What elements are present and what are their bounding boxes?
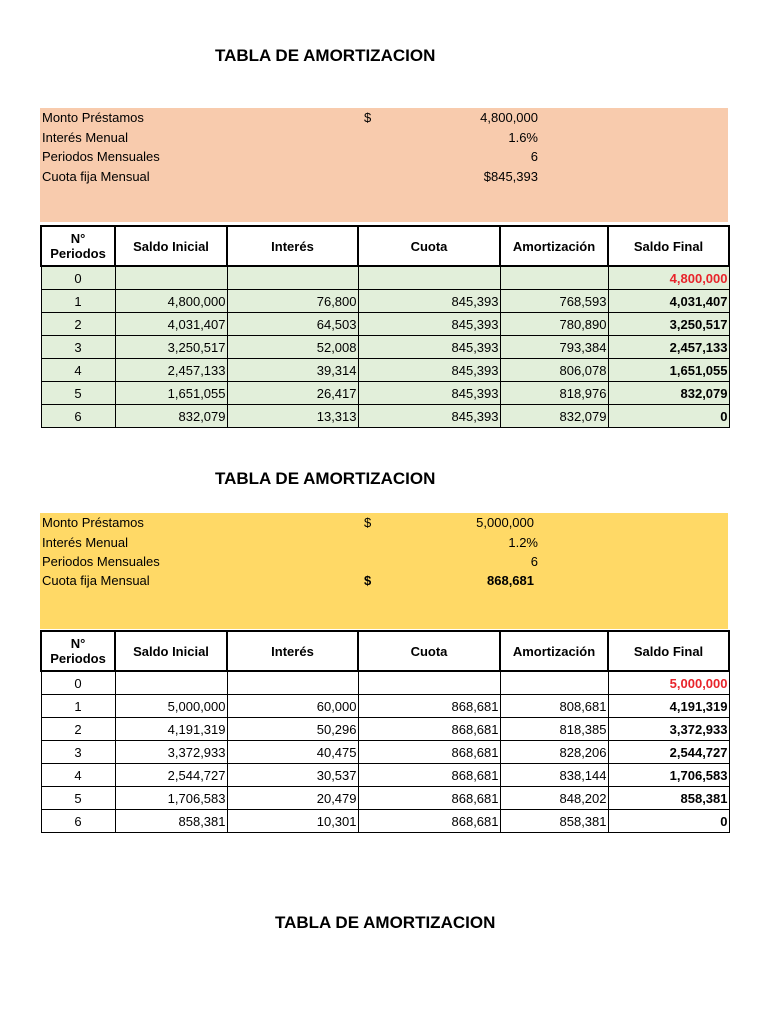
info-row-interes <box>40 128 728 148</box>
col-header-amortizacion: Amortización <box>500 631 608 671</box>
cell-periodo: 5 <box>41 382 115 405</box>
cell-saldo-final: 2,457,133 <box>608 336 729 359</box>
cell-saldo-inicial: 1,651,055 <box>115 382 227 405</box>
cell-amortizacion <box>500 671 608 695</box>
table-row <box>41 787 729 810</box>
cell-interes: 64,503 <box>227 313 358 336</box>
cell-saldo-final: 0 <box>608 405 729 428</box>
cell-saldo-inicial: 4,800,000 <box>115 290 227 313</box>
cell-periodo: 4 <box>41 359 115 382</box>
cell-amortizacion: 858,381 <box>500 810 608 833</box>
cell-cuota: 845,393 <box>358 336 500 359</box>
table-row <box>41 266 729 290</box>
info-label: Monto Préstamos <box>42 110 144 125</box>
amortization-table-1 <box>40 225 730 428</box>
info-value: 4,800,000 <box>480 110 538 125</box>
table-row <box>41 695 729 718</box>
info-label: Interés Menual <box>42 130 128 145</box>
cell-saldo-final: 832,079 <box>608 382 729 405</box>
cell-periodo: 3 <box>41 741 115 764</box>
cell-interes: 40,475 <box>227 741 358 764</box>
info-dollar: $ <box>364 110 372 125</box>
loan-info-panel-1 <box>40 108 728 222</box>
table-row <box>41 764 729 787</box>
cell-saldo-inicial <box>115 671 227 695</box>
info-value: $845,393 <box>483 169 538 184</box>
cell-periodo: 5 <box>41 787 115 810</box>
cell-cuota: 868,681 <box>358 741 500 764</box>
cell-saldo-final: 5,000,000 <box>608 671 729 695</box>
cell-amortizacion: 832,079 <box>500 405 608 428</box>
cell-cuota: 868,681 <box>358 810 500 833</box>
cell-amortizacion: 828,206 <box>500 741 608 764</box>
cell-saldo-inicial: 2,457,133 <box>115 359 227 382</box>
table-row <box>41 359 729 382</box>
col-header-saldo-inicial: Saldo Inicial <box>115 226 227 266</box>
cell-periodo: 3 <box>41 336 115 359</box>
table-header-row <box>41 226 729 266</box>
cell-saldo-final: 1,706,583 <box>608 764 729 787</box>
cell-saldo-final: 4,191,319 <box>608 695 729 718</box>
cell-saldo-inicial: 832,079 <box>115 405 227 428</box>
cell-cuota: 845,393 <box>358 382 500 405</box>
info-value: 6 <box>530 149 538 164</box>
cell-interes: 60,000 <box>227 695 358 718</box>
cell-periodo: 1 <box>41 695 115 718</box>
info-dollar: $ <box>364 515 372 530</box>
info-value: 6 <box>530 554 538 569</box>
info-row-interes <box>40 533 728 553</box>
cell-interes: 50,296 <box>227 718 358 741</box>
cell-periodo: 2 <box>41 718 115 741</box>
cell-interes: 30,537 <box>227 764 358 787</box>
cell-saldo-final: 858,381 <box>608 787 729 810</box>
cell-periodo: 6 <box>41 405 115 428</box>
table-row <box>41 336 729 359</box>
cell-periodo: 6 <box>41 810 115 833</box>
table-row <box>41 810 729 833</box>
cell-periodo: 0 <box>41 671 115 695</box>
cell-cuota: 845,393 <box>358 359 500 382</box>
info-row-periodos <box>40 147 728 167</box>
cell-interes: 10,301 <box>227 810 358 833</box>
cell-saldo-inicial: 858,381 <box>115 810 227 833</box>
col-header-interes: Interés <box>227 226 358 266</box>
info-value: 5,000,000 <box>476 515 534 530</box>
info-label: Cuota fija Mensual <box>42 169 150 184</box>
info-label: Periodos Mensuales <box>42 554 160 569</box>
info-row-cuota <box>40 167 728 187</box>
table-row <box>41 290 729 313</box>
info-value: 1.2% <box>508 535 538 550</box>
info-row-monto <box>40 108 728 128</box>
cell-saldo-inicial: 2,544,727 <box>115 764 227 787</box>
info-row-monto <box>40 513 728 533</box>
info-label: Interés Menual <box>42 535 128 550</box>
col-header-amortizacion: Amortización <box>500 226 608 266</box>
page-title-3: TABLA DE AMORTIZACION <box>275 913 496 932</box>
cell-saldo-inicial <box>115 266 227 290</box>
cell-saldo-final: 0 <box>608 810 729 833</box>
col-header-periodos: N° Periodos <box>41 226 115 266</box>
cell-cuota: 845,393 <box>358 313 500 336</box>
page-title-2: TABLA DE AMORTIZACION <box>215 469 436 488</box>
cell-amortizacion: 793,384 <box>500 336 608 359</box>
col-header-cuota: Cuota <box>358 226 500 266</box>
table-row <box>41 671 729 695</box>
cell-interes: 76,800 <box>227 290 358 313</box>
col-header-saldo-final: Saldo Final <box>608 226 729 266</box>
cell-saldo-final: 3,250,517 <box>608 313 729 336</box>
cell-interes: 13,313 <box>227 405 358 428</box>
table-header-row <box>41 631 729 671</box>
info-label: Periodos Mensuales <box>42 149 160 164</box>
info-value: 1.6% <box>508 130 538 145</box>
cell-saldo-inicial: 3,250,517 <box>115 336 227 359</box>
info-dollar: $ <box>364 573 372 588</box>
col-header-cuota: Cuota <box>358 631 500 671</box>
col-header-saldo-final: Saldo Final <box>608 631 729 671</box>
cell-cuota: 868,681 <box>358 764 500 787</box>
cell-cuota: 868,681 <box>358 787 500 810</box>
cell-saldo-inicial: 5,000,000 <box>115 695 227 718</box>
col-header-periodos: N° Periodos <box>41 631 115 671</box>
cell-periodo: 1 <box>41 290 115 313</box>
info-label: Cuota fija Mensual <box>42 573 150 588</box>
info-label: Monto Préstamos <box>42 515 144 530</box>
cell-saldo-inicial: 4,031,407 <box>115 313 227 336</box>
page-title-1: TABLA DE AMORTIZACION <box>215 46 436 65</box>
cell-interes: 20,479 <box>227 787 358 810</box>
cell-saldo-inicial: 4,191,319 <box>115 718 227 741</box>
cell-periodo: 4 <box>41 764 115 787</box>
cell-cuota: 845,393 <box>358 290 500 313</box>
table-row <box>41 741 729 764</box>
cell-saldo-final: 1,651,055 <box>608 359 729 382</box>
loan-info-panel-2 <box>40 513 728 629</box>
cell-saldo-inicial: 3,372,933 <box>115 741 227 764</box>
col-header-interes: Interés <box>227 631 358 671</box>
cell-saldo-final: 4,031,407 <box>608 290 729 313</box>
cell-amortizacion: 818,385 <box>500 718 608 741</box>
cell-amortizacion: 768,593 <box>500 290 608 313</box>
cell-interes <box>227 671 358 695</box>
info-row-periodos <box>40 552 728 572</box>
cell-saldo-final: 2,544,727 <box>608 741 729 764</box>
cell-cuota: 845,393 <box>358 405 500 428</box>
cell-saldo-final: 4,800,000 <box>608 266 729 290</box>
col-header-saldo-inicial: Saldo Inicial <box>115 631 227 671</box>
cell-interes: 39,314 <box>227 359 358 382</box>
cell-interes: 26,417 <box>227 382 358 405</box>
table-row <box>41 405 729 428</box>
cell-amortizacion: 806,078 <box>500 359 608 382</box>
cell-cuota: 868,681 <box>358 718 500 741</box>
cell-periodo: 0 <box>41 266 115 290</box>
cell-cuota <box>358 671 500 695</box>
cell-amortizacion: 808,681 <box>500 695 608 718</box>
cell-amortizacion <box>500 266 608 290</box>
cell-saldo-inicial: 1,706,583 <box>115 787 227 810</box>
cell-interes <box>227 266 358 290</box>
cell-periodo: 2 <box>41 313 115 336</box>
cell-amortizacion: 780,890 <box>500 313 608 336</box>
cell-amortizacion: 818,976 <box>500 382 608 405</box>
cell-saldo-final: 3,372,933 <box>608 718 729 741</box>
cell-interes: 52,008 <box>227 336 358 359</box>
amortization-table-2 <box>40 630 730 833</box>
info-value: 868,681 <box>487 573 534 588</box>
table-row <box>41 313 729 336</box>
table-row <box>41 718 729 741</box>
cell-cuota: 868,681 <box>358 695 500 718</box>
table-row <box>41 382 729 405</box>
cell-amortizacion: 838,144 <box>500 764 608 787</box>
cell-cuota <box>358 266 500 290</box>
info-row-cuota <box>40 571 728 591</box>
cell-amortizacion: 848,202 <box>500 787 608 810</box>
